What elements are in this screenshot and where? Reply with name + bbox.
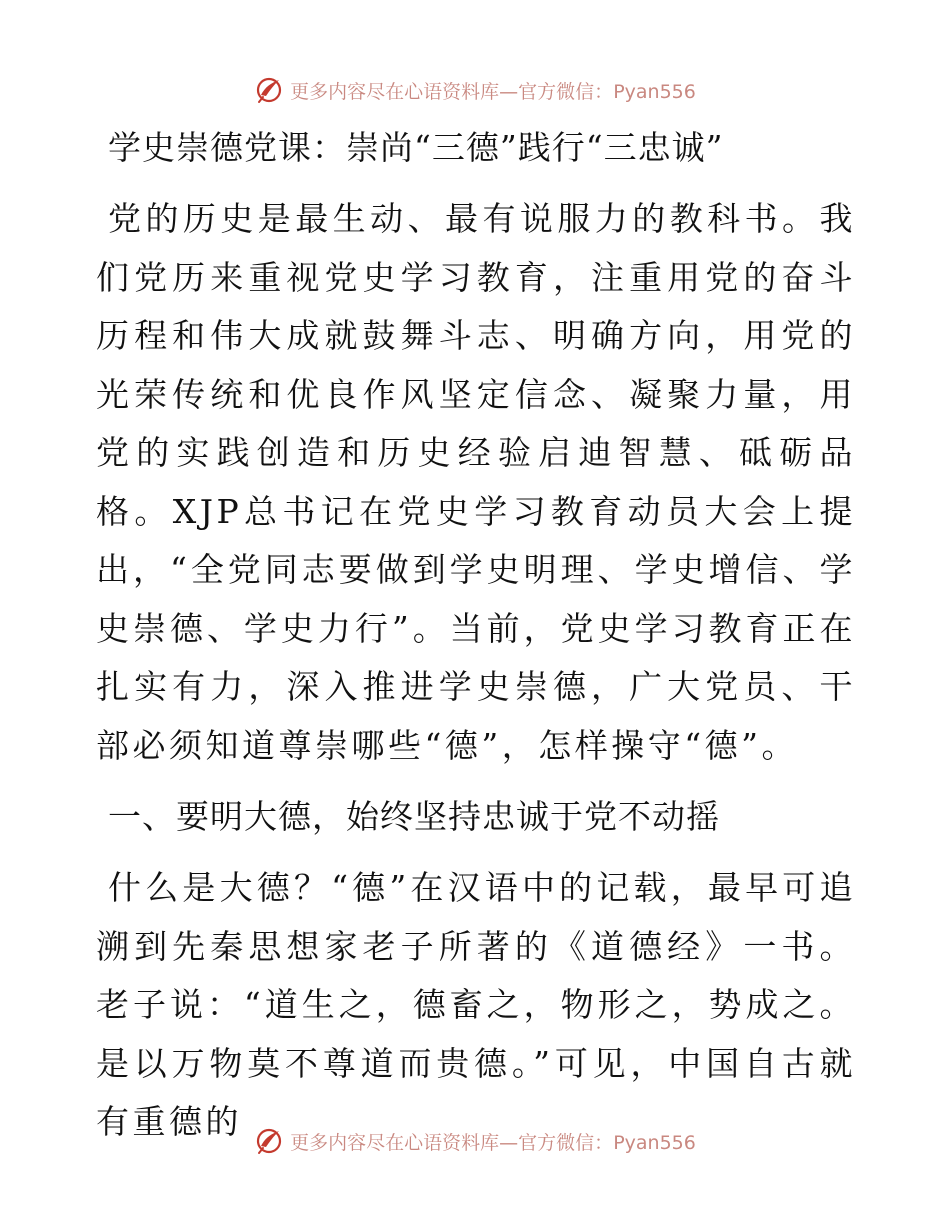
- watermark-text: [290, 77, 696, 104]
- watermark-brand: 更多内容尽在心语资料库: [290, 1131, 500, 1154]
- watermark-separator: —: [499, 80, 519, 103]
- footer-watermark: [0, 1121, 950, 1161]
- watermark-wechat-id: Pyan556: [613, 1131, 696, 1154]
- section-heading: 一、要明大德，始终坚持忠诚于党不动摇: [108, 797, 720, 836]
- logo-icon: [254, 1126, 284, 1156]
- watermark-text: [290, 1128, 696, 1155]
- watermark-wechat-id: Pyan556: [613, 80, 696, 103]
- paragraph-intro: 党的历史是最生动、最有说服力的教科书。我们党历来重视党史学习教育，注重用党的奋斗历程和伟大成就鼓舞斗志、明确方向，用党的光荣传统和优良作风坚定信念、凝聚力量，用党的实践创造和历史经验启迪智慧、砥砺品格。XJP总书记在党史学习教育动员大会上提出，“全党同志要做到学史明理、学史增信、学史崇德、学史力行”。当前，党史学习教育正在扎实有力，深入推进学史崇德，广大党员、干部必须知道尊崇哪些“德”，怎样操守“德”。: [96, 199, 856, 765]
- header-watermark: [0, 70, 950, 110]
- logo-icon: [254, 75, 284, 105]
- watermark-separator: —: [499, 1131, 519, 1154]
- document-body: [96, 120, 856, 1152]
- paragraph-section-1: 什么是大德？“德”在汉语中的记载，最早可追溯到先秦思想家老子所著的《道德经》一书。老子说：“道生之，德畜之，物形之，势成之。是以万物莫不尊道而贵德。”可见，中国自古就有重德的: [96, 868, 856, 1141]
- watermark-wechat-label: 官方微信：: [518, 80, 614, 103]
- document-title: 学史崇德党课：崇尚“三德”践行“三忠诚”: [108, 128, 724, 167]
- watermark-brand: 更多内容尽在心语资料库: [290, 80, 500, 103]
- watermark-wechat-label: 官方微信：: [518, 1131, 614, 1154]
